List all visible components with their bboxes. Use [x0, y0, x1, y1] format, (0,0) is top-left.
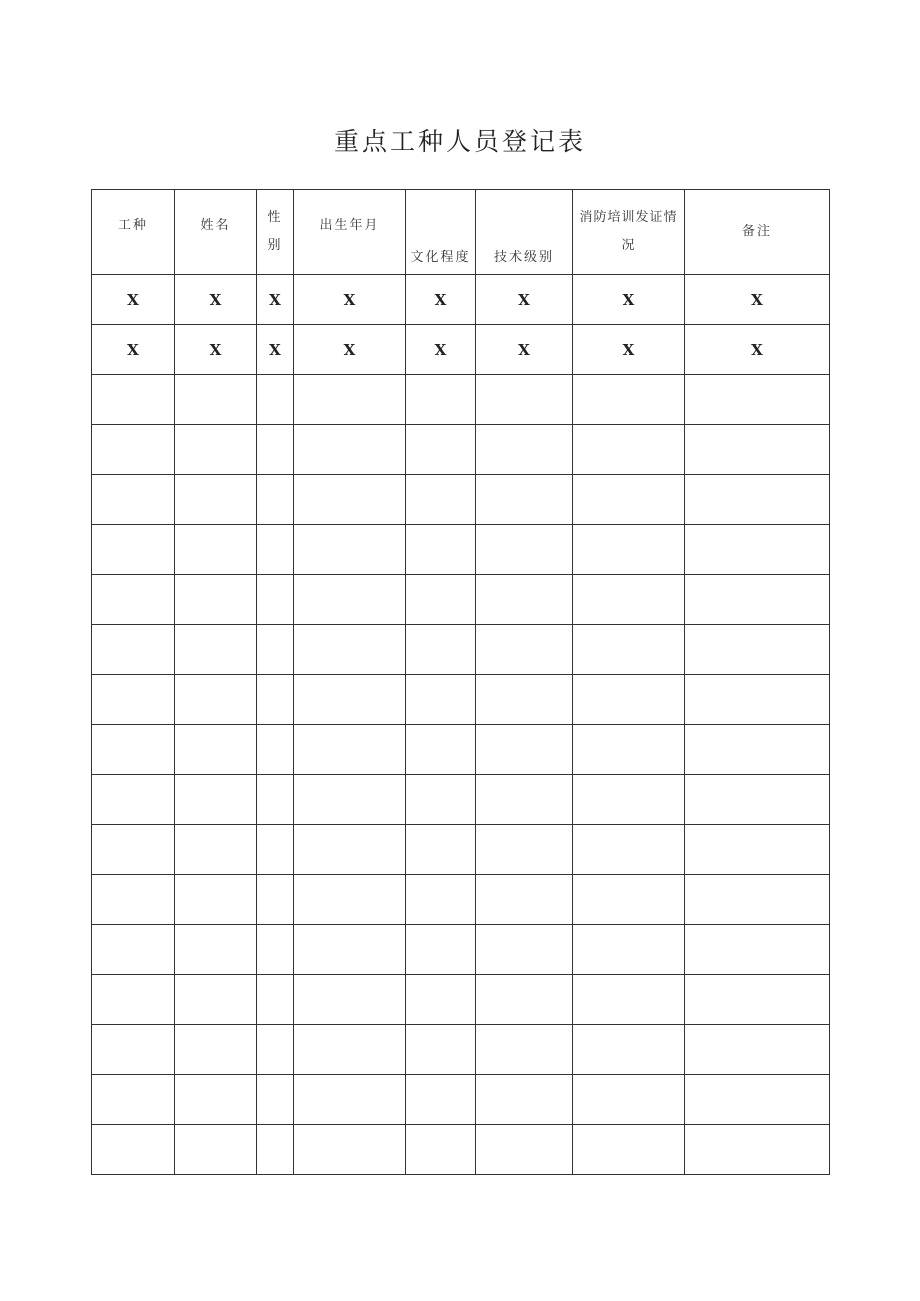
table-row	[92, 1025, 830, 1075]
table-cell	[406, 475, 476, 525]
table-row	[92, 875, 830, 925]
table-cell	[573, 925, 685, 975]
table-cell	[175, 375, 257, 425]
table-cell: X	[685, 275, 830, 325]
header-cell-trade: 工种	[92, 190, 175, 275]
table-row	[92, 425, 830, 475]
table-cell	[476, 375, 573, 425]
table-cell	[476, 775, 573, 825]
table-cell	[573, 675, 685, 725]
table-cell	[294, 875, 406, 925]
table-row	[92, 825, 830, 875]
table-cell	[92, 575, 175, 625]
table-cell	[573, 775, 685, 825]
table-cell	[257, 925, 294, 975]
table-cell	[406, 375, 476, 425]
table-cell	[573, 825, 685, 875]
table-cell	[175, 625, 257, 675]
table-cell	[685, 425, 830, 475]
table-cell	[294, 725, 406, 775]
table-cell	[573, 975, 685, 1025]
table-cell	[573, 1025, 685, 1075]
table-cell	[685, 825, 830, 875]
table-cell	[257, 375, 294, 425]
table-row	[92, 275, 830, 325]
table-cell: X	[476, 275, 573, 325]
table-cell	[257, 725, 294, 775]
table-cell	[294, 625, 406, 675]
table-cell	[406, 875, 476, 925]
table-cell	[175, 1025, 257, 1075]
header-fire-line1: 消防培训发证情	[579, 210, 678, 225]
table-cell	[294, 1025, 406, 1075]
table-cell	[92, 925, 175, 975]
header-gender-line1: 性	[267, 210, 283, 225]
table-cell	[175, 975, 257, 1025]
table-cell	[175, 1125, 257, 1175]
table-cell	[92, 1125, 175, 1175]
table-cell	[476, 525, 573, 575]
table-cell	[406, 675, 476, 725]
table-cell	[476, 725, 573, 775]
table-cell	[257, 825, 294, 875]
table-cell	[573, 1125, 685, 1175]
table-cell	[476, 675, 573, 725]
table-cell	[92, 975, 175, 1025]
table-cell: X	[92, 325, 175, 375]
table-cell	[294, 425, 406, 475]
table-cell	[406, 725, 476, 775]
table-row	[92, 325, 830, 375]
header-cell-skill: 技术级别	[476, 190, 573, 275]
table-cell	[685, 975, 830, 1025]
table-cell	[257, 525, 294, 575]
table-cell	[685, 725, 830, 775]
table-cell	[92, 825, 175, 875]
table-cell	[92, 775, 175, 825]
table-row	[92, 1075, 830, 1125]
table-cell	[476, 825, 573, 875]
table-cell	[257, 1025, 294, 1075]
table-cell	[685, 1025, 830, 1075]
table-cell	[257, 475, 294, 525]
table-cell: X	[406, 275, 476, 325]
table-cell	[406, 775, 476, 825]
table-cell	[573, 1075, 685, 1125]
table-cell	[685, 575, 830, 625]
table-cell	[257, 1125, 294, 1175]
table-cell: X	[257, 275, 294, 325]
table-cell	[92, 425, 175, 475]
table-row	[92, 575, 830, 625]
table-row	[92, 975, 830, 1025]
header-cell-fire-training	[573, 190, 685, 275]
table-cell	[406, 1125, 476, 1175]
table-cell	[685, 375, 830, 425]
table-row	[92, 775, 830, 825]
header-cell-name: 姓名	[175, 190, 257, 275]
table-cell	[257, 975, 294, 1025]
table-cell	[406, 1025, 476, 1075]
table-cell: X	[294, 325, 406, 375]
table-cell	[573, 625, 685, 675]
table-cell	[257, 675, 294, 725]
table-cell	[92, 475, 175, 525]
header-cell-birth: 出生年月	[294, 190, 406, 275]
table-cell: X	[257, 325, 294, 375]
header-cell-education: 文化程度	[406, 190, 476, 275]
table-cell	[573, 475, 685, 525]
table-cell	[476, 475, 573, 525]
header-row	[92, 190, 830, 275]
table-cell	[175, 575, 257, 625]
table-cell	[685, 625, 830, 675]
table-cell: X	[175, 325, 257, 375]
table-cell	[573, 575, 685, 625]
table-cell	[294, 1075, 406, 1125]
table-cell	[92, 525, 175, 575]
table-cell	[476, 425, 573, 475]
table-cell	[92, 675, 175, 725]
table-cell	[476, 875, 573, 925]
table-cell: X	[175, 275, 257, 325]
table-row	[92, 925, 830, 975]
table-cell	[406, 625, 476, 675]
table-cell: X	[294, 275, 406, 325]
table-cell	[175, 825, 257, 875]
table-cell	[92, 1075, 175, 1125]
table-cell	[294, 975, 406, 1025]
table-cell	[573, 375, 685, 425]
table-cell	[294, 375, 406, 425]
table-cell	[175, 725, 257, 775]
table-cell	[573, 425, 685, 475]
table-cell	[294, 675, 406, 725]
table-cell	[294, 1125, 406, 1175]
table-cell	[685, 925, 830, 975]
table-cell	[685, 525, 830, 575]
table-row	[92, 625, 830, 675]
table-cell	[175, 875, 257, 925]
table-cell	[573, 725, 685, 775]
table-cell	[92, 725, 175, 775]
header-gender-line2: 别	[267, 238, 283, 253]
register-table	[91, 189, 830, 1175]
table-row	[92, 525, 830, 575]
table-cell	[175, 425, 257, 475]
table-cell	[257, 425, 294, 475]
table-cell	[476, 1025, 573, 1075]
table-cell	[476, 575, 573, 625]
table-cell	[257, 575, 294, 625]
table-row	[92, 1125, 830, 1175]
table-cell: X	[406, 325, 476, 375]
table-cell	[573, 525, 685, 575]
table-cell	[685, 1125, 830, 1175]
table-cell	[175, 525, 257, 575]
table-cell	[685, 1075, 830, 1125]
table-cell	[406, 525, 476, 575]
table-cell	[573, 875, 685, 925]
table-cell	[476, 975, 573, 1025]
table-cell	[294, 575, 406, 625]
table-cell: X	[685, 325, 830, 375]
table-cell	[406, 825, 476, 875]
table-row	[92, 725, 830, 775]
table-cell	[294, 775, 406, 825]
table-cell	[685, 775, 830, 825]
table-cell: X	[573, 275, 685, 325]
table-cell	[175, 925, 257, 975]
table-cell	[175, 675, 257, 725]
table-cell	[685, 875, 830, 925]
table-cell	[685, 475, 830, 525]
table-cell	[294, 825, 406, 875]
table-cell	[257, 875, 294, 925]
table-cell	[406, 575, 476, 625]
table-cell	[685, 675, 830, 725]
table-cell	[175, 775, 257, 825]
table-cell	[92, 375, 175, 425]
table-cell	[476, 625, 573, 675]
table-cell	[257, 775, 294, 825]
table-cell: X	[92, 275, 175, 325]
table-row	[92, 475, 830, 525]
table-cell	[92, 625, 175, 675]
table-cell	[406, 975, 476, 1025]
table-cell	[175, 475, 257, 525]
table-row	[92, 375, 830, 425]
table-cell	[406, 1075, 476, 1125]
header-cell-gender	[257, 190, 294, 275]
table-cell: X	[476, 325, 573, 375]
header-fire-line2: 况	[621, 238, 636, 253]
table-cell	[476, 1075, 573, 1125]
table-cell	[406, 425, 476, 475]
table-cell	[175, 1075, 257, 1125]
table-cell	[476, 1125, 573, 1175]
table-cell	[92, 875, 175, 925]
table-cell	[476, 925, 573, 975]
table-cell: X	[573, 325, 685, 375]
table-cell	[294, 525, 406, 575]
table-cell	[92, 1025, 175, 1075]
page-title: 重点工种人员登记表	[333, 127, 586, 156]
table-cell	[294, 475, 406, 525]
table-cell	[406, 925, 476, 975]
table-cell	[257, 625, 294, 675]
table-cell	[257, 1075, 294, 1125]
table-row	[92, 675, 830, 725]
table-cell	[294, 925, 406, 975]
header-cell-remarks: 备注	[685, 190, 830, 275]
